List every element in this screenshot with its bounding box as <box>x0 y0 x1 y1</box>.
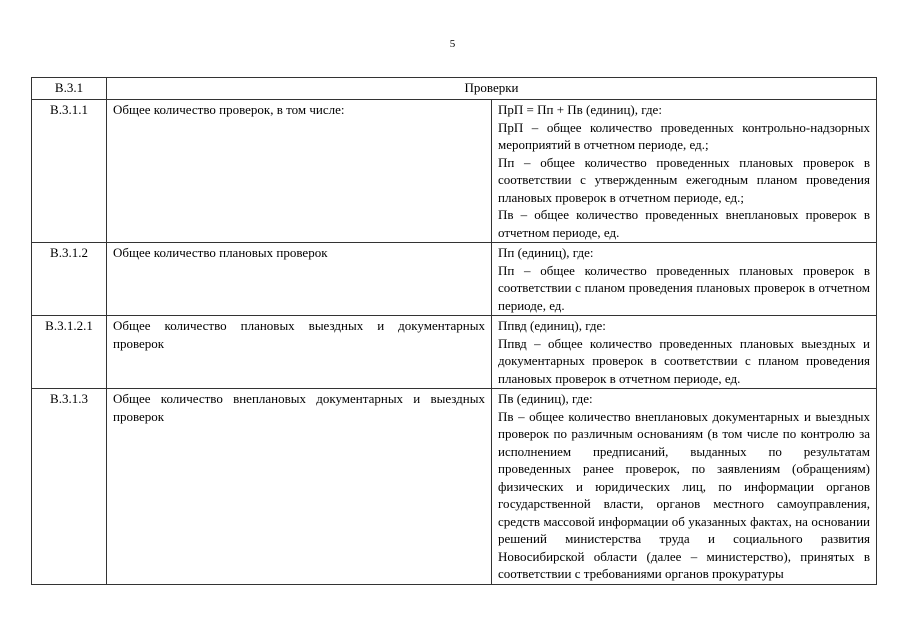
table-row <box>32 316 877 389</box>
section-header-row <box>32 78 877 100</box>
table-row <box>32 389 877 585</box>
formula-line: ПрП – общее количество проведенных контрольно-надзорных мероприятий в отчетном периоде, ед.; <box>498 119 870 152</box>
indicator-formula <box>492 100 877 243</box>
formula-line: Пп – общее количество проведенных плановых проверок в соответствии с планом проведения плановых проверок в отчетном периоде, ед. <box>498 262 870 313</box>
formula-line: Пв – общее количество проведенных внеплановых проверок в отчетном периоде, ед. <box>498 207 870 240</box>
formula-line: Пп – общее количество проведенных плановых проверок в соответствии с утвержденным ежегодным планом проведения плановых проверок в отчетном периоде, ед.; <box>498 154 870 205</box>
indicator-code: В.3.1.2 <box>32 243 107 316</box>
indicator-code: В.3.1.2.1 <box>32 316 107 389</box>
section-code: В.3.1 <box>32 78 107 100</box>
formula-line: Ппвд (единиц), где: <box>498 318 606 333</box>
indicator-code: В.3.1.1 <box>32 100 107 243</box>
indicator-name: Общее количество плановых проверок <box>107 243 492 316</box>
formula-line: Пп (единиц), где: <box>498 245 594 260</box>
indicator-formula <box>492 389 877 585</box>
table-row <box>32 100 877 243</box>
indicator-formula <box>492 316 877 389</box>
formula-line: Пв (единиц), где: <box>498 391 593 406</box>
formula-line: Ппвд – общее количество проведенных плановых выездных и документарных проверок в соответствии с планом проведения плановых проверок в отчетном периоде, ед. <box>498 335 870 386</box>
formula-line: ПрП = Пп + Пв (единиц), где: <box>498 102 662 117</box>
section-title: Проверки <box>107 78 877 100</box>
indicator-name: Общее количество проверок, в том числе: <box>107 100 492 243</box>
table-row <box>32 243 877 316</box>
indicator-table <box>31 77 877 585</box>
formula-line: Пв – общее количество внеплановых документарных и выездных проверок по различным основаниям (в том числе по контролю за исполнением предписаний, выданных по результатам проведенных ранее проверок, по заявлениям (обращениям) физических и юридических лиц, по информации органов государственной власти, органов местного самоуправления, средств массовой информации об указанных фактах, на основании решений министерства труда и социального развития Новосибирской области (далее – министерство), принятых в соответствии с требованиями органов прокуратуры <box>498 408 870 581</box>
indicator-code: В.3.1.3 <box>32 389 107 585</box>
page-number: 5 <box>449 38 456 50</box>
indicator-formula <box>492 243 877 316</box>
indicator-name: Общее количество плановых выездных и документарных проверок <box>107 316 492 389</box>
indicator-name: Общее количество внеплановых документарных и выездных проверок <box>107 389 492 585</box>
